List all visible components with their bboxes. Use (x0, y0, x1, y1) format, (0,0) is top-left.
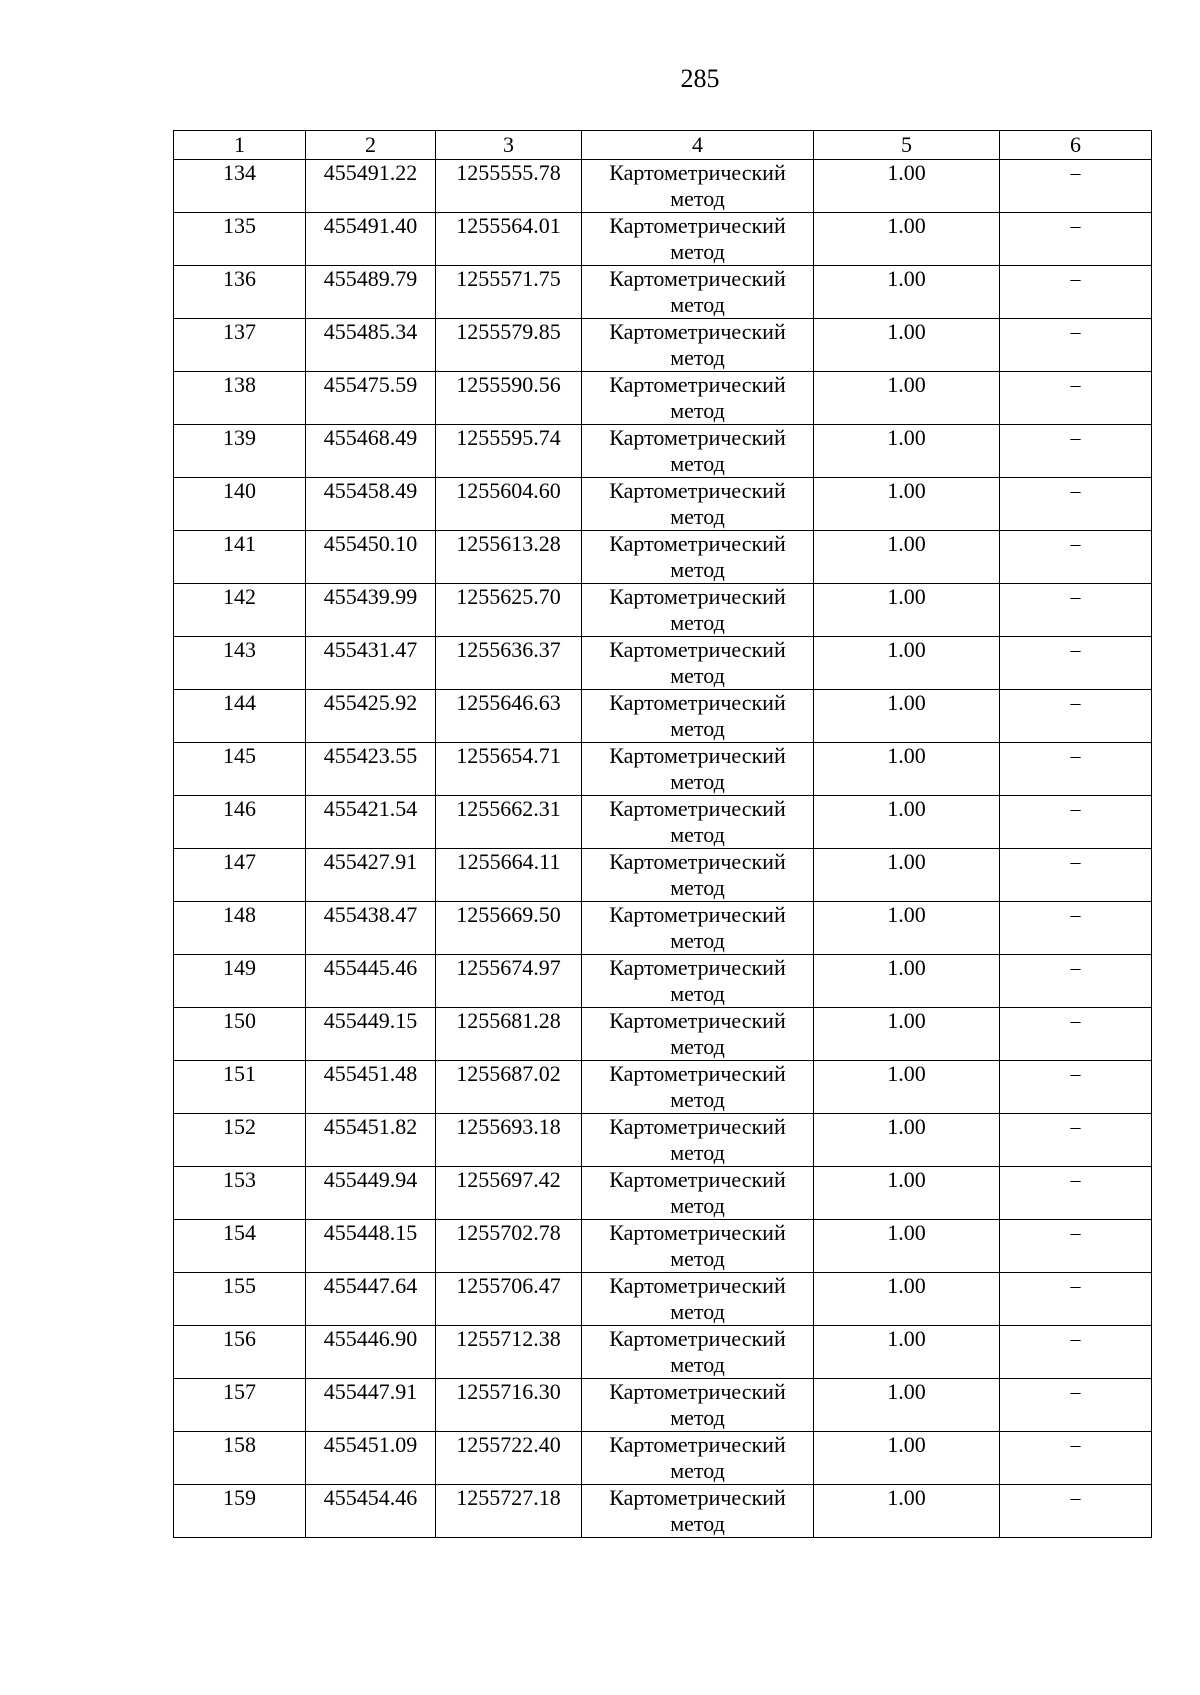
x-coordinate-cell: 455439.99 (306, 584, 436, 637)
method-cell: Картометрический метод (582, 1379, 814, 1432)
y-coordinate-cell: 1255636.37 (436, 637, 582, 690)
y-coordinate-cell: 1255722.40 (436, 1432, 582, 1485)
y-coordinate-cell: 1255662.31 (436, 796, 582, 849)
point-number-cell: 152 (174, 1114, 306, 1167)
description-cell: – (1000, 849, 1152, 902)
y-coordinate-cell: 1255706.47 (436, 1273, 582, 1326)
table-row (174, 1432, 1152, 1485)
point-number-cell: 145 (174, 743, 306, 796)
table-row (174, 1326, 1152, 1379)
x-coordinate-cell: 455485.34 (306, 319, 436, 372)
method-cell: Картометрический метод (582, 743, 814, 796)
description-cell: – (1000, 213, 1152, 266)
accuracy-cell: 1.00 (814, 1220, 1000, 1273)
point-number-cell: 158 (174, 1432, 306, 1485)
description-cell: – (1000, 1485, 1152, 1538)
accuracy-cell: 1.00 (814, 1167, 1000, 1220)
description-cell: – (1000, 372, 1152, 425)
method-cell: Картометрический метод (582, 637, 814, 690)
x-coordinate-cell: 455438.47 (306, 902, 436, 955)
y-coordinate-cell: 1255654.71 (436, 743, 582, 796)
y-coordinate-cell: 1255564.01 (436, 213, 582, 266)
description-cell: – (1000, 1379, 1152, 1432)
method-cell: Картометрический метод (582, 319, 814, 372)
table-row (174, 955, 1152, 1008)
accuracy-cell: 1.00 (814, 637, 1000, 690)
point-number-cell: 136 (174, 266, 306, 319)
x-coordinate-cell: 455450.10 (306, 531, 436, 584)
description-cell: – (1000, 1432, 1152, 1485)
y-coordinate-cell: 1255664.11 (436, 849, 582, 902)
column-header: 4 (582, 131, 814, 160)
y-coordinate-cell: 1255727.18 (436, 1485, 582, 1538)
point-number-cell: 138 (174, 372, 306, 425)
accuracy-cell: 1.00 (814, 531, 1000, 584)
method-cell: Картометрический метод (582, 372, 814, 425)
description-cell: – (1000, 478, 1152, 531)
table-row (174, 796, 1152, 849)
point-number-cell: 140 (174, 478, 306, 531)
y-coordinate-cell: 1255697.42 (436, 1167, 582, 1220)
accuracy-cell: 1.00 (814, 1326, 1000, 1379)
x-coordinate-cell: 455491.40 (306, 213, 436, 266)
method-cell: Картометрический метод (582, 1432, 814, 1485)
accuracy-cell: 1.00 (814, 584, 1000, 637)
method-cell: Картометрический метод (582, 1167, 814, 1220)
accuracy-cell: 1.00 (814, 372, 1000, 425)
y-coordinate-cell: 1255613.28 (436, 531, 582, 584)
table-row (174, 213, 1152, 266)
table-row (174, 637, 1152, 690)
description-cell: – (1000, 690, 1152, 743)
table-row (174, 902, 1152, 955)
table-row (174, 531, 1152, 584)
table-row (174, 1061, 1152, 1114)
table-row (174, 1008, 1152, 1061)
y-coordinate-cell: 1255595.74 (436, 425, 582, 478)
description-cell: – (1000, 796, 1152, 849)
point-number-cell: 159 (174, 1485, 306, 1538)
method-cell: Картометрический метод (582, 1114, 814, 1167)
accuracy-cell: 1.00 (814, 478, 1000, 531)
method-cell: Картометрический метод (582, 849, 814, 902)
table-row (174, 584, 1152, 637)
table-row (174, 425, 1152, 478)
y-coordinate-cell: 1255590.56 (436, 372, 582, 425)
point-number-cell: 144 (174, 690, 306, 743)
x-coordinate-cell: 455445.46 (306, 955, 436, 1008)
column-header: 5 (814, 131, 1000, 160)
method-cell: Картометрический метод (582, 796, 814, 849)
point-number-cell: 134 (174, 160, 306, 213)
table-row (174, 266, 1152, 319)
y-coordinate-cell: 1255693.18 (436, 1114, 582, 1167)
x-coordinate-cell: 455447.64 (306, 1273, 436, 1326)
method-cell: Картометрический метод (582, 690, 814, 743)
accuracy-cell: 1.00 (814, 902, 1000, 955)
accuracy-cell: 1.00 (814, 1061, 1000, 1114)
point-number-cell: 154 (174, 1220, 306, 1273)
y-coordinate-cell: 1255702.78 (436, 1220, 582, 1273)
accuracy-cell: 1.00 (814, 849, 1000, 902)
description-cell: – (1000, 743, 1152, 796)
method-cell: Картометрический метод (582, 160, 814, 213)
point-number-cell: 156 (174, 1326, 306, 1379)
y-coordinate-cell: 1255646.63 (436, 690, 582, 743)
table-row (174, 1379, 1152, 1432)
x-coordinate-cell: 455447.91 (306, 1379, 436, 1432)
table-row (174, 690, 1152, 743)
y-coordinate-cell: 1255712.38 (436, 1326, 582, 1379)
y-coordinate-cell: 1255555.78 (436, 160, 582, 213)
accuracy-cell: 1.00 (814, 1273, 1000, 1326)
x-coordinate-cell: 455421.54 (306, 796, 436, 849)
point-number-cell: 151 (174, 1061, 306, 1114)
description-cell: – (1000, 902, 1152, 955)
column-header: 6 (1000, 131, 1152, 160)
method-cell: Картометрический метод (582, 213, 814, 266)
point-number-cell: 142 (174, 584, 306, 637)
x-coordinate-cell: 455423.55 (306, 743, 436, 796)
point-number-cell: 155 (174, 1273, 306, 1326)
method-cell: Картометрический метод (582, 1008, 814, 1061)
x-coordinate-cell: 455431.47 (306, 637, 436, 690)
y-coordinate-cell: 1255669.50 (436, 902, 582, 955)
method-cell: Картометрический метод (582, 478, 814, 531)
accuracy-cell: 1.00 (814, 213, 1000, 266)
description-cell: – (1000, 1008, 1152, 1061)
point-number-cell: 150 (174, 1008, 306, 1061)
table-row (174, 849, 1152, 902)
accuracy-cell: 1.00 (814, 1008, 1000, 1061)
x-coordinate-cell: 455475.59 (306, 372, 436, 425)
x-coordinate-cell: 455489.79 (306, 266, 436, 319)
accuracy-cell: 1.00 (814, 160, 1000, 213)
table-row (174, 160, 1152, 213)
method-cell: Картометрический метод (582, 266, 814, 319)
x-coordinate-cell: 455448.15 (306, 1220, 436, 1273)
description-cell: – (1000, 584, 1152, 637)
point-number-cell: 141 (174, 531, 306, 584)
method-cell: Картометрический метод (582, 1326, 814, 1379)
y-coordinate-cell: 1255571.75 (436, 266, 582, 319)
method-cell: Картометрический метод (582, 531, 814, 584)
table-row (174, 319, 1152, 372)
column-header: 1 (174, 131, 306, 160)
accuracy-cell: 1.00 (814, 796, 1000, 849)
point-number-cell: 137 (174, 319, 306, 372)
x-coordinate-cell: 455491.22 (306, 160, 436, 213)
table-header-row (174, 131, 1152, 160)
y-coordinate-cell: 1255604.60 (436, 478, 582, 531)
method-cell: Картометрический метод (582, 955, 814, 1008)
column-header: 3 (436, 131, 582, 160)
y-coordinate-cell: 1255674.97 (436, 955, 582, 1008)
point-number-cell: 148 (174, 902, 306, 955)
x-coordinate-cell: 455451.48 (306, 1061, 436, 1114)
table-row (174, 1273, 1152, 1326)
page-number: 285 (680, 64, 720, 93)
x-coordinate-cell: 455451.82 (306, 1114, 436, 1167)
method-cell: Картометрический метод (582, 902, 814, 955)
x-coordinate-cell: 455449.94 (306, 1167, 436, 1220)
accuracy-cell: 1.00 (814, 1432, 1000, 1485)
x-coordinate-cell: 455427.91 (306, 849, 436, 902)
description-cell: – (1000, 319, 1152, 372)
table-row (174, 478, 1152, 531)
point-number-cell: 149 (174, 955, 306, 1008)
table-row (174, 1220, 1152, 1273)
method-cell: Картометрический метод (582, 425, 814, 478)
table-row (174, 372, 1152, 425)
x-coordinate-cell: 455451.09 (306, 1432, 436, 1485)
y-coordinate-cell: 1255716.30 (436, 1379, 582, 1432)
point-number-cell: 135 (174, 213, 306, 266)
accuracy-cell: 1.00 (814, 1485, 1000, 1538)
coordinates-table (173, 130, 1152, 1538)
point-number-cell: 157 (174, 1379, 306, 1432)
point-number-cell: 147 (174, 849, 306, 902)
x-coordinate-cell: 455449.15 (306, 1008, 436, 1061)
table-row (174, 1485, 1152, 1538)
accuracy-cell: 1.00 (814, 425, 1000, 478)
description-cell: – (1000, 160, 1152, 213)
description-cell: – (1000, 1061, 1152, 1114)
method-cell: Картометрический метод (582, 1220, 814, 1273)
accuracy-cell: 1.00 (814, 743, 1000, 796)
description-cell: – (1000, 1167, 1152, 1220)
accuracy-cell: 1.00 (814, 266, 1000, 319)
column-header: 2 (306, 131, 436, 160)
point-number-cell: 139 (174, 425, 306, 478)
accuracy-cell: 1.00 (814, 955, 1000, 1008)
x-coordinate-cell: 455446.90 (306, 1326, 436, 1379)
table-row (174, 743, 1152, 796)
method-cell: Картометрический метод (582, 1485, 814, 1538)
method-cell: Картометрический метод (582, 1273, 814, 1326)
y-coordinate-cell: 1255681.28 (436, 1008, 582, 1061)
x-coordinate-cell: 455425.92 (306, 690, 436, 743)
accuracy-cell: 1.00 (814, 690, 1000, 743)
description-cell: – (1000, 1114, 1152, 1167)
x-coordinate-cell: 455454.46 (306, 1485, 436, 1538)
table-row (174, 1167, 1152, 1220)
point-number-cell: 143 (174, 637, 306, 690)
description-cell: – (1000, 425, 1152, 478)
description-cell: – (1000, 266, 1152, 319)
accuracy-cell: 1.00 (814, 319, 1000, 372)
description-cell: – (1000, 1273, 1152, 1326)
y-coordinate-cell: 1255687.02 (436, 1061, 582, 1114)
x-coordinate-cell: 455458.49 (306, 478, 436, 531)
point-number-cell: 153 (174, 1167, 306, 1220)
description-cell: – (1000, 955, 1152, 1008)
description-cell: – (1000, 531, 1152, 584)
y-coordinate-cell: 1255625.70 (436, 584, 582, 637)
description-cell: – (1000, 637, 1152, 690)
accuracy-cell: 1.00 (814, 1114, 1000, 1167)
description-cell: – (1000, 1220, 1152, 1273)
accuracy-cell: 1.00 (814, 1379, 1000, 1432)
method-cell: Картометрический метод (582, 584, 814, 637)
x-coordinate-cell: 455468.49 (306, 425, 436, 478)
table-row (174, 1114, 1152, 1167)
method-cell: Картометрический метод (582, 1061, 814, 1114)
y-coordinate-cell: 1255579.85 (436, 319, 582, 372)
point-number-cell: 146 (174, 796, 306, 849)
description-cell: – (1000, 1326, 1152, 1379)
